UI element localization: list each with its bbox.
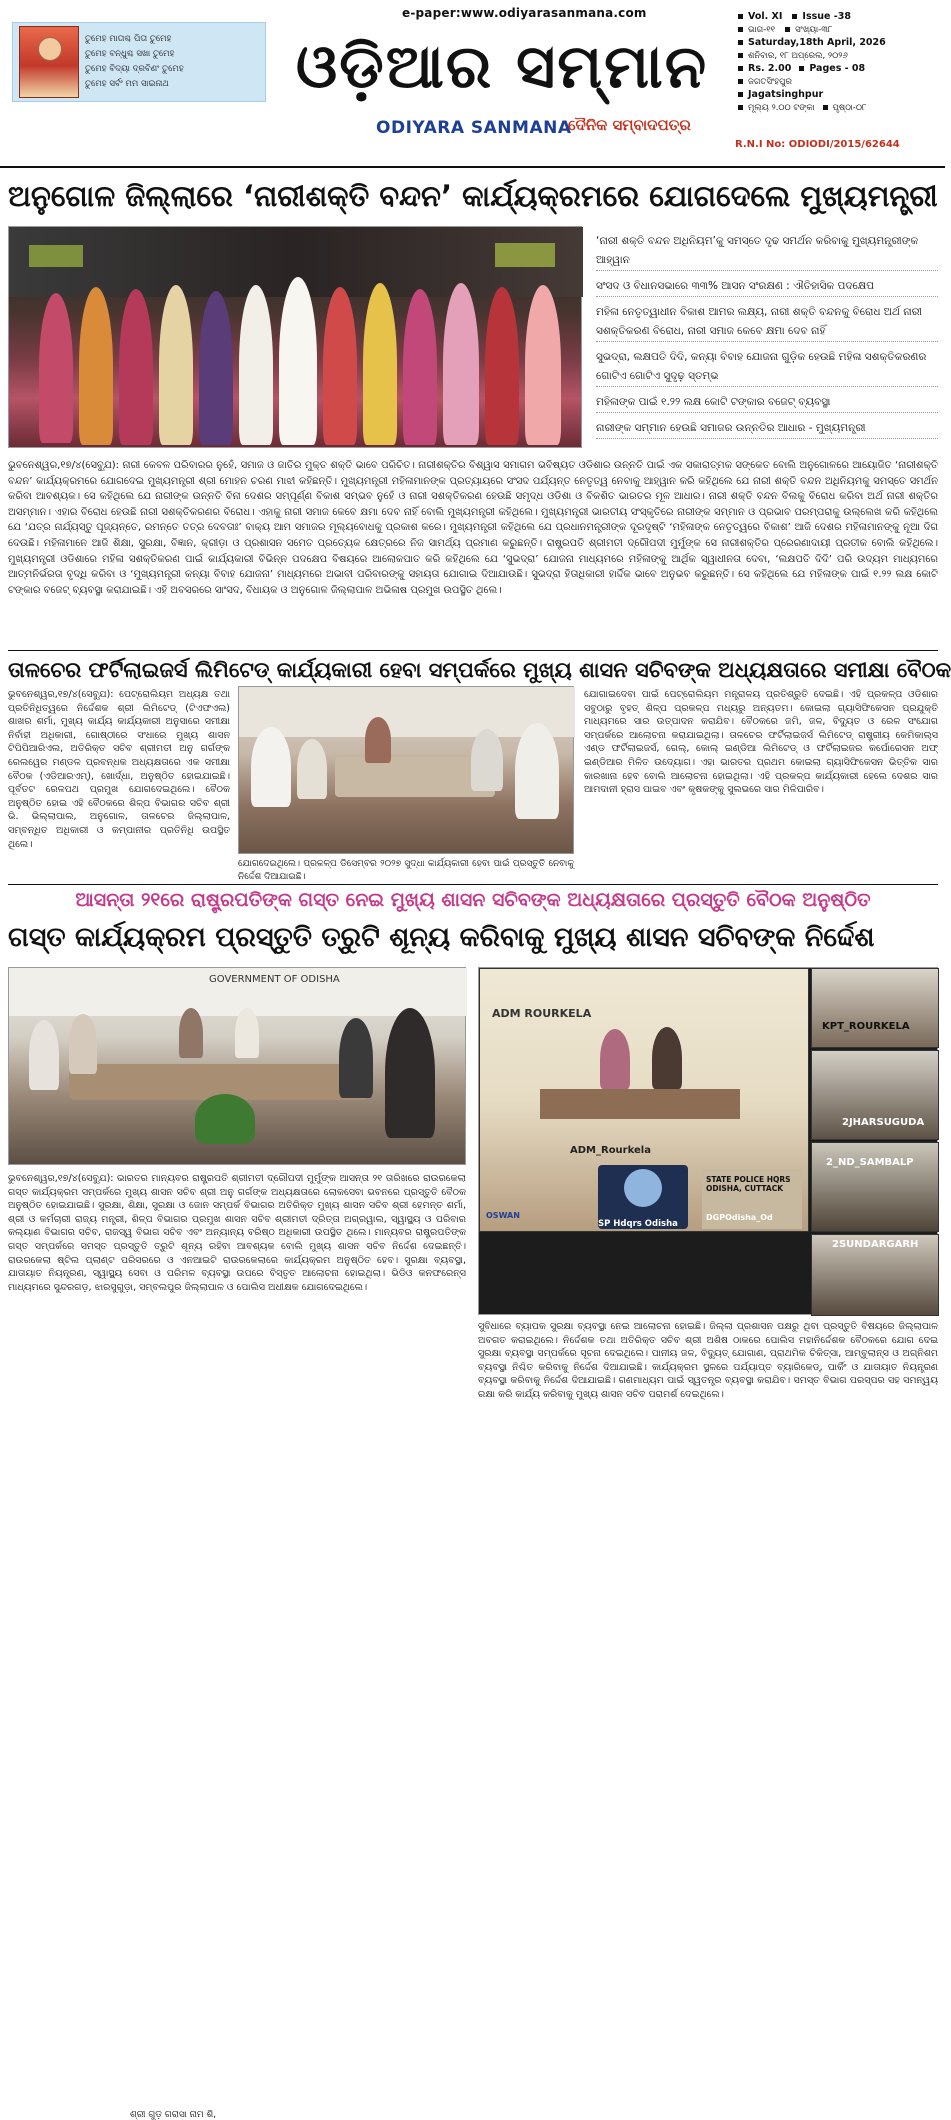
person — [365, 717, 391, 763]
story1-headline[interactable]: ଅନୁଗୋଳ ଜିଲ୍ଲାରେ ‘ନାରୀଶକ୍ତି ବନ୍ଦନ’ କାର୍ଯ୍ୟକ୍ରମରେ ଯୋଗଦେଲେ ମୁଖ୍ୟମନ୍ତ୍ରୀ — [8, 179, 938, 213]
person — [323, 287, 357, 445]
person — [385, 1008, 435, 1138]
vc-tile-label: 2SUNDARGARH — [832, 1239, 919, 1250]
person — [159, 285, 193, 445]
prayer-line: ତୁମେହ ସର୍ବଂ ମମ ସାଇନାଥ — [85, 79, 169, 89]
person — [485, 287, 519, 445]
person — [119, 289, 153, 445]
issue-date: Saturday,18th April, 2026 — [748, 37, 886, 48]
story2-column: ଯୋଗାଇଦେବା ପାଇଁ ପେଟ୍ରୋଲିୟମ ମନ୍ତ୍ରାଳୟ ପ୍ରତିଶ୍ରୁତି ଦେଇଛି। ଏହି ପ୍ରକଳ୍ପ ଓଡିଶାର ସବୁଠାରୁ ବୃହତ୍ ଶିଳ୍ପ ପ୍ରକଳ୍ପ ମଧ୍ୟରୁ ଅନ୍ୟତମ। କୋଇଲା ଗ୍ୟାସିଫିକେସନ ପ୍ରଯୁକ୍ତି ମାଧ୍ୟମରେ ସାର ଉତ୍ପାଦନ କରାଯିବ। ବୈଠକରେ ଜମି, ଜଳ, ବିଦ୍ୟୁତ ଓ ରେଳ ସଂଯୋଗ ସମ୍ପର୍କରେ ଆଲୋଚନା କରାଯାଇଥିଲା। ତାଳଚେର ଫର୍ଟିଲାଇଜର୍ସ ଲିମିଟେଡ୍ ରାଷ୍ଟ୍ରୀୟ କେମିକାଲ୍ସ ଏଣ୍ଡ ଫର୍ଟିଲାଇଜର୍ସ, ଗେଲ୍, କୋଲ୍ ଇଣ୍ଡିଆ ଲିମିଟେଡ୍ ଓ ଫର୍ଟିଲାଇଜର କର୍ପୋରେସନ ଅଫ୍ ଇଣ୍ଡିଆର ମିଳିତ ଉଦ୍ୟୋଗ। ଏହା ଭାରତର ପ୍ରଥମ କୋଇଲା ଗ୍ୟାସିଫିକେସନ ଭିତ୍ତିକ ସାର କାରଖାନା ହେବ ବୋଲି ଆଲୋଚନା ହୋଇଥିଲା। ଏହି ପ୍ରକଳ୍ପ କାର୍ଯ୍ୟକାରୀ ହେଲେ ଦେଶର ସାର ଆମଦାନୀ ହ୍ରାସ ପାଇବ ଏବଂ କୃଷକଙ୍କୁ ସୁଲଭରେ ସାର ମିଳିପାରିବ। — [584, 689, 938, 796]
banner-panel — [495, 243, 555, 267]
prayer-line: ତୁମେହ ବନ୍ଧୁଶ୍ଚ ସଖା ତୁମେହ — [85, 49, 175, 59]
issue-meta — [738, 10, 938, 114]
story3-column: ଭୁବନେଶ୍ୱର,୧୭/୪(ସେବ୍ଯୁ): ଭାରତର ମାନ୍ୟବର ରାଷ୍ଟ୍ରପତି ଶ୍ରୀମତୀ ଦ୍ରୌପଦୀ ମୁର୍ମୁଙ୍କ ଆସନ୍ତା ୨୧ ତାରିଖରେ ରାଉରକେଲା ଗସ୍ତ କାର୍ଯ୍ୟକ୍ରମ ସମ୍ପର୍କରେ ମୁଖ୍ୟ ଶାସନ ସଚିବ ଶ୍ରୀ ଅନୁ ଗର୍ଗଙ୍କ ଅଧ୍ୟକ୍ଷତାରେ ଲୋକସେବା ଭବନରେ ପ୍ରସ୍ତୁତି ବୈଠକ ଅନୁଷ୍ଠିତ ହୋଇଯାଇଛି। ସୁରକ୍ଷା, ଶିକ୍ଷା, ସୁରକ୍ଷା ଓ ଜୋନ ସମ୍ପର୍କ ବିଭାଗର ଅତିରିକ୍ତ ମୁଖ୍ୟ ଶାସନ ସଚିବ ଶ୍ରୀ ହେମନ୍ତ ଶର୍ମା, ଶ୍ରୀ ଓ କର୍ମଚାରୀ ରାଜ୍ୟ ମନ୍ତ୍ରୀ, ଶିଳ୍ପ ବିଭାଗର ପ୍ରମୁଖ ଶାସନ ସଚିବ ଶ୍ରୀମତୀ ଦ୍ରିତ୍ତା ଅଗ୍ରୱାଲ, ସ୍ୱାସ୍ଥ୍ୟ ଓ ପରିବାର କଲ୍ୟାଣ ବିଭାଗର ସଚିବ, ରାଜସ୍ୱ ବିଭାଗ ସଚିବ ଏବଂ ଅନ୍ୟାନ୍ୟ ବରିଷ୍ଠ ଅଧିକାରୀ ଉପସ୍ଥିତ ଥିଲେ। ମାନ୍ୟବର ରାଷ୍ଟ୍ରପତିଙ୍କ ଗସ୍ତ ସମ୍ପର୍କରେ ସମସ୍ତ ପ୍ରସ୍ତୁତି ତ୍ରୁଟି ଶୂନ୍ୟ ରହିବା ଆବଶ୍ୟକ ବୋଲି ମୁଖ୍ୟ ଶାସନ ସଚିବ ନିର୍ଦ୍ଦେଶ ଦେଇଛନ୍ତି। ରାଉରକେଲା ଷ୍ଟିଲ ପ୍ଲାଣ୍ଟ ପରିସରରେ ଓ ଏନଆଇଟି ରାଉରକେଲାରେ କାର୍ଯ୍ୟକ୍ରମ ଅନୁଷ୍ଠିତ ହେବ। ସୁରକ୍ଷା ବ୍ୟବସ୍ଥା, ଯାତାୟାତ ନିୟନ୍ତ୍ରଣ, ସ୍ୱାସ୍ଥ୍ୟ ସେବା ଓ ପରିମଳ ବ୍ୟବସ୍ଥା ଉପରେ ବିସ୍ତୃତ ଆଲୋଚନା ହୋଇଥିଲା। ଭିଡିଓ କନଫରେନ୍ସ ମାଧ୍ୟମରେ ସୁନ୍ଦରଗଡ଼, ଝାରସୁଗୁଡ଼ା, ସମ୍ବଲପୁର ଜିଲ୍ଲାପାଳ ଓ ପୋଲିସ ଅଧୀକ୍ଷକ ଯୋଗଦେଇଥିଲେ। — [8, 1173, 466, 1293]
vc-room-label: ADM ROURKELA — [492, 1007, 592, 1020]
vc-tile-label: KPT_ROURKELA — [822, 1021, 910, 1032]
price: Rs. 2.00 — [748, 63, 792, 74]
vc-tile-label: DGPOdisha_Od — [706, 1213, 773, 1222]
section-divider — [8, 884, 938, 885]
conference-table — [540, 1089, 740, 1119]
story3-column: ସୁବିଧାରେ ବ୍ୟାପକ ସୁରକ୍ଷା ବ୍ୟବସ୍ଥା ନେଇ ଆଲୋଚନା ହୋଇଛି। ଜିଲ୍ଲା ପ୍ରଶାସନ ପକ୍ଷରୁ ଥିବା ପ୍ରସ୍ତୁତି ବିଷୟରେ ଜିଲ୍ଲାପାଳ ଅବଗତ କରାଇଥିଲେ। ନିର୍ଦ୍ଦେଶକ ତଥା ଅତିରିକ୍ତ ସଚିବ ଶ୍ରୀ ଅଶିଷ ଠାକରେ ପୋଲିସ ମହାନିର୍ଦ୍ଦେଶକ ବୈଠକରେ ଯୋଗ ଦେଇ ସୁରକ୍ଷା ବ୍ୟବସ୍ଥା ସମ୍ପର୍କରେ ସୂଚନା ଦେଇଥିଲେ। ପାନୀୟ ଜଳ, ବିଦ୍ୟୁତ୍ ଯୋଗାଣ, ପ୍ରାଥମିକ ଚିକିତ୍ସା, ଆମ୍ବୁଲାନ୍ସ ଓ ଅଗ୍ନିଶମ ବ୍ୟବସ୍ଥା ନିଶ୍ଚିତ କରିବାକୁ ନିର୍ଦ୍ଦେଶ ଦିଆଯାଇଛି। କାର୍ଯ୍ୟକ୍ରମ ସ୍ଥଳରେ ପର୍ଯ୍ୟାପ୍ତ ବ୍ୟାରିକେଡ୍, ପାର୍କିଂ ଓ ଯାତାୟାତ ନିୟନ୍ତ୍ରଣ ବ୍ୟବସ୍ଥା କରିବାକୁ ନିର୍ଦ୍ଦେଶ ଦିଆଯାଇଛି। ଗଣମାଧ୍ୟମ ପାଇଁ ସ୍ୱତନ୍ତ୍ର ବ୍ୟବସ୍ଥା କରାଯିବ। ସମସ୍ତ ବିଭାଗ ପରସ୍ପର ସହ ସମନ୍ୱୟ ରକ୍ଷା କରି କାର୍ଯ୍ୟ କରିବାକୁ ମୁଖ୍ୟ ଶାସନ ସଚିବ ପରାମର୍ଶ ଦେଇଥିଲେ। — [478, 1321, 938, 1400]
story3-video-conference — [478, 967, 938, 1315]
city-od: ଜଗତସିଂହପୁର — [748, 76, 792, 87]
rni-number: R.N.I No: ODIODI/2015/62644 — [735, 139, 900, 150]
date-od-row — [738, 49, 938, 62]
person — [79, 287, 113, 445]
issue-date-od: ଶନିବାର, ୧୮ ଅପ୍ରେଲ, ୨୦୨୬ — [748, 50, 848, 61]
pages-od: ପୃଷ୍ଠା-୦୮ — [832, 102, 867, 113]
vc-tile-label: STATE POLICE HQRS ODISHA, CUTTACK — [706, 1175, 791, 1193]
vc-tile — [811, 1234, 939, 1316]
person — [39, 293, 73, 443]
section-divider — [8, 650, 938, 651]
story2-headline[interactable]: ତାଳଚେର ଫର୍ଟିଲାଇଜର୍ସ ଲିମିଟେଡ୍ କାର୍ଯ୍ୟକାରୀ ହେବା ସମ୍ପର୍କରେ ମୁଖ୍ୟ ଶାସନ ସଚିବଙ୍କ ଅଧ୍ୟକ୍ଷତାରେ ସମୀକ୍ଷା ବୈଠକ — [8, 658, 951, 682]
person — [652, 1027, 682, 1089]
story1-photo — [8, 226, 582, 448]
person — [297, 739, 327, 799]
story3-headline[interactable]: ଗସ୍ତ କାର୍ଯ୍ୟକ୍ରମ ପ୍ରସ୍ତୁତି ତ୍ରୁଟି ଶୂନ୍ୟ କରିବାକୁ ମୁଖ୍ୟ ଶାସନ ସଚିବଙ୍କ ନିର୍ଦ୍ଦେଶ — [8, 922, 875, 953]
person — [251, 727, 291, 807]
highlight-point: ସୁଭଦ୍ରା, ଲକ୍ଷପତି ଦିଦି, କନ୍ୟା ବିବାହ ଯୋଜନା ଗୁଡ଼ିକ ହେଉଛି ମହିଳା ସଶକ୍ତିକରଣର ଗୋଟିଏ ଗୋଟିଏ ସୁଦୃଢ଼ ସ୍ତମ୍ଭ — [596, 348, 938, 387]
highlight-point: ମହିଳାଙ୍କ ପାଇଁ ୧.୨୨ ଲକ୍ଷ କୋଟି ଟଙ୍କାର ବଜେଟ୍ ବ୍ୟବସ୍ଥା — [596, 393, 938, 413]
vol-issue-od-row — [738, 23, 938, 36]
highlight-point: ନାରୀଙ୍କ ସମ୍ମାନ ହେଉଛି ସମାଜର ଉନ୍ନତିର ଆଧାର - ମୁଖ୍ୟମନ୍ତ୍ରୀ — [596, 419, 938, 439]
person — [600, 1029, 630, 1089]
banner-panel — [29, 245, 83, 267]
vc-tile — [811, 968, 939, 1048]
newspaper-name-en: ODIYARA SANMANA — [376, 118, 572, 138]
person — [239, 285, 273, 445]
vc-tile-label: 2_ND_SAMBALP — [826, 1157, 914, 1168]
person — [279, 277, 317, 445]
vol-issue-row — [738, 10, 938, 23]
government-sign: GOVERNMENT OF ODISHA — [209, 974, 340, 985]
vc-tile — [811, 1050, 939, 1140]
highlight-point: ‘ନାରୀ ଶକ୍ତି ବନ୍ଦନ ଅଧିନିୟମ’କୁ ସମସ୍ତେ ଦୃଢ ସମର୍ଥନ କରିବାକୁ ମୁଖ୍ୟମନ୍ତ୍ରୀଙ୍କ ଆହ୍ୱାନ — [596, 232, 938, 271]
person — [69, 1014, 97, 1074]
prayer-line: ତୁମେହ ମାତାଶ୍ଚ ପିତା ତୁମେହ — [85, 34, 172, 44]
vc-main-tile — [479, 968, 809, 1232]
highlight-point: ମହିଳା ନେତୃତ୍ୱାଧୀନ ବିକାଶ ଆମର ଲକ୍ଷ୍ୟ, ନାରୀ ଶକ୍ତି ବନ୍ଦନକୁ ବିରୋଧ ଅର୍ଥ ନାରୀ ସଶକ୍ତିକରଣ ବିରୋଧ, ନାରୀ ସମାଜ କେବେ କ୍ଷମା ଦେବ ନାହିଁ — [596, 303, 938, 342]
plant — [195, 1094, 255, 1144]
vc-tile — [811, 1142, 939, 1232]
page-count: Pages - 08 — [809, 63, 866, 74]
vc-tile-label: ADM_Rourkela — [570, 1145, 651, 1156]
devotional-box — [12, 22, 266, 102]
story2-photo — [238, 686, 574, 854]
person — [471, 729, 503, 791]
oswan-logo: OSWAN — [486, 1211, 520, 1220]
photo-caption: ଶ୍ରୀ ଗୁଡ଼ ଗରାସା ନାମ ଶି, — [127, 2110, 219, 2120]
prayer-line: ତୁମେହ ବିଦ୍ୟା ଦ୍ରବିଣଂ ତୁମେହ — [85, 64, 184, 74]
sai-baba-portrait — [19, 26, 79, 98]
prayer-text — [79, 30, 265, 94]
person — [363, 283, 397, 445]
city-od-row — [738, 75, 938, 88]
police-hq-tile — [702, 1169, 802, 1229]
person — [515, 723, 559, 819]
vc-tile-label: 2JHARSUGUDA — [842, 1117, 925, 1128]
issue-number: Issue -38 — [802, 11, 851, 22]
newspaper-tagline: ଦୈନିକ ସମ୍ବାଦପତ୍ର — [568, 116, 691, 134]
person — [339, 1018, 373, 1098]
person — [443, 283, 479, 445]
volume: Vol. XI — [748, 11, 783, 22]
vc-tile-label: SP Hdqrs Odisha — [598, 1219, 678, 1229]
price-od: ମୂଲ୍ୟ ୨.୦୦ ଟଙ୍କା — [748, 102, 815, 113]
person — [403, 289, 437, 445]
person — [29, 1020, 59, 1090]
price-od-row — [738, 101, 938, 114]
newspaper-title: ଓଡ଼ିଆର ସମ୍ମାନ — [295, 32, 709, 102]
city-row — [738, 88, 938, 101]
story2-column: ଭୁବନେଶ୍ୱର,୧୭/୪(ସେବ୍ଯୁ): ପେଟ୍ରୋଲିୟମ ଅଧ୍ୟକ୍ଷ ତଥା ପ୍ରତିନିଧିତ୍ୱରେ ନିର୍ଦ୍ଦେଶକ ଶ୍ରୀ ଲିମିଟେଡ୍ (ଟିଏଫଏଲ) ଶାଖର ଶର୍ମା, ମୁଖ୍ୟ କାର୍ଯ୍ୟ କାର୍ଯ୍ୟକାରୀ ଅନୁସାରେ ସମୀକ୍ଷା ନିର୍ବାହୀ ଅଧିକାରୀ, ଗୋଷ୍ଠୀରେ ସଂଧାରେ ମୁଖ୍ୟ ଶାସନ ଟିପିପିଆରିଏଲ, ଅତିରିକ୍ତ ସଚିବ ଶ୍ରୀମତୀ ଅନୁ ଗର୍ଗଙ୍କ ରେଲୱେର ମଣ୍ଡଳ ପ୍ରବନ୍ଧକ ଅଧ୍ୟକ୍ଷତାରେ ଏକ ସମୀକ୍ଷା ବୈଠକ (ଏଡିଆରଏମ୍), ଖୋର୍ଦ୍ଧା, ଅନୁଷ୍ଠିତ ହୋଇଯାଇଛି। ପୂର୍ବତଟ ରେଳପଥ ପ୍ରମୁଖ ଯୋଗଦେଇଥିଲେ। ବୈଠକ ଅନୁଷ୍ଠିତ ହୋଇ ଏହି ବୈଠକରେ ଶିଳ୍ପ ବିଭାଗର ସଚିବ ଶ୍ରୀ ଭି. ଭିଲ୍ଲାପାଲ, ଅନୁଗୋଳ, ତାଳଚେର ଜିଲ୍ଲାପାଳ, ସମ୍ବନ୍ଧିତ ଅଧିକାରୀ ଓ କମ୍ପାନୀର ପ୍ରତିନିଧି ଉପସ୍ଥିତ ଥିଲେ। — [8, 689, 230, 850]
story3-kicker[interactable]: ଆସନ୍ତା ୨୧ରେ ରାଷ୍ଟ୍ରପତିଙ୍କ ଗସ୍ତ ନେଇ ମୁଖ୍ୟ ଶାସନ ସଚିବଙ୍କ ଅଧ୍ୟକ୍ଷତାରେ ପ୍ରସ୍ତୁତି ବୈଠକ ଅନୁଷ୍ଠିତ — [75, 889, 871, 911]
person — [179, 1008, 203, 1058]
story1-body: ଭୁବନେଶ୍ୱର,୧୭/୪(ସେବ୍ଯୁ): ନାରୀ କେବଳ ପରିବାରର ନୁହେଁ, ସମାଜ ଓ ଜାତିର ମୁକ୍ତ ଶକ୍ତି ଭାବେ ପରିଚିତ। ନାରୀଶକ୍ତିର ବିଶ୍ୱାସ ସମାଗମ ଭବିଷ୍ୟତ ଓଡିଶାର ଉନ୍ନତି ପାଇଁ ଏକ ସକାରାତ୍ମକ ସଙ୍କେତ ବୋଲି ଅନୁଗୋଳରେ ଆୟୋଜିତ ‘ନାରୀଶକ୍ତି ବନ୍ଦନ’ କାର୍ଯ୍ୟକ୍ରମରେ ଯୋଗଦେଇ ମୁଖ୍ୟମନ୍ତ୍ରୀ ଶ୍ରୀ ମୋହନ ଚରଣ ମାଝୀ କହିଛନ୍ତି। ମୁଖ୍ୟମନ୍ତ୍ରୀ ମହିଳାମାନଙ୍କ ପ୍ରତ୍ୟାୟରେ ସଂସଦ ପର୍ଯ୍ୟନ୍ତ ନେତୃତ୍ୱ ନେବାକୁ ଆହ୍ୱାନ କରି କହିଥିଲେ ଯେ ନାରୀ ଶକ୍ତି ବନ୍ଦନ ଅଧିନିୟମକୁ ସମସ୍ତେ ସମର୍ଥନ କରିବା ଆବଶ୍ୟକ। ସେ କହିଥିଲେ ଯେ ନାରୀଙ୍କ ଉନ୍ନତି ବିନା ଦେଶର ସମ୍ପୂର୍ଣ୍ଣ ବିକାଶ ସମ୍ଭବ ନୁହେଁ ଓ ନାରୀ ସଶକ୍ତିକରଣ ହେଉଛି ସମୃଦ୍ଧ ଓଡିଶା ଓ ବିକଶିତ ଭାରତର ମୂଳ ଆଧାର। ନାରୀ ଶକ୍ତି ବନ୍ଦନ ବିଲକୁ ବିରୋଧ କରିବା ଅର୍ଥ ନାରୀ ଶକ୍ତିର ଅସମ୍ମାନ। ଏହାର ବିରୋଧ ହେଉଛି ନାରୀ ସଶକ୍ତିକରଣର ବିରୋଧ। ଏହାକୁ ନାରୀ ସମାଜ କେବେ କ୍ଷମା ଦେବ ନାହିଁ ବୋଲି ମୁଖ୍ୟମନ୍ତ୍ରୀ କହିଥିଲେ। ମୁଖ୍ୟମନ୍ତ୍ରୀ ଭାରତୀୟ ସଂସ୍କୃତିରେ ନାରୀଙ୍କ ସମ୍ମାନ ଓ ପ୍ରଭାବ ପରମ୍ପରାକୁ ଉଲ୍ଲେଖ କରି କହିଥିଲେ ଯେ ‘ଯତ୍ର ନାର୍ଯ୍ୟସ୍ତୁ ପୂଜ୍ୟନ୍ତେ, ରମନ୍ତେ ତତ୍ର ଦେବତାଃ’ ବାକ୍ୟ ଆମ ସମାଜର ମୂଲ୍ୟବୋଧକୁ ପ୍ରକାଶ କରେ। ମୁଖ୍ୟମନ୍ତ୍ରୀ କହିଥିଲେ ଯେ ପ୍ରଧାନମନ୍ତ୍ରୀଙ୍କ ଦୂରଦୃଷ୍ଟି ‘ମହିଳାଙ୍କ ନେତୃତ୍ୱରେ ବିକାଶ’ ଆଜି ଦେଶର ମହିଳାମାନଙ୍କୁ ନୂଆ ଦିଗ ଦେଉଛି। ମହିଳାମାନେ ଆଜି ଶିକ୍ଷା, ସୁରକ୍ଷା, ବିଜ୍ଞାନ, କ୍ରୀଡ଼ା ଓ ପ୍ରଶାସନ ସମେତ ପ୍ରତ୍ୟେକ କ୍ଷେତ୍ରରେ ନିଜ ସାମର୍ଥ୍ୟ ପ୍ରମାଣ କରୁଛନ୍ତି। ରାଷ୍ଟ୍ରପତି ଶ୍ରୀମତୀ ଦ୍ରୌପଦୀ ମୁର୍ମୁଙ୍କ ସେ ନାରୀଶକ୍ତିର ପ୍ରେରଣାଦାୟୀ ପ୍ରତୀକ ବୋଲି କହିଥିଲେ। ମୁଖ୍ୟମନ୍ତ୍ରୀ ଓଡିଶାରେ ମହିଳା ସଶକ୍ତିକରଣ ପାଇଁ କାର୍ଯ୍ୟକାରୀ ବିଭିନ୍ନ ପଦକ୍ଷେପ ବିଷୟରେ ଆଲୋକପାତ କରି କହିଥିଲେ ଯେ ‘ସୁଭଦ୍ରା’ ଯୋଜନା ମାଧ୍ୟମରେ ମହିଳାଙ୍କୁ ଆର୍ଥିକ ସ୍ୱାଧୀନତା ଦେବା, ‘ଲକ୍ଷପତି ଦିଦି’ ପରି ଉଦ୍ୟମ ମାଧ୍ୟମରେ ଆତ୍ମନିର୍ଭରତା ବୃଦ୍ଧି କରିବା ଓ ‘ମୁଖ୍ୟମନ୍ତ୍ରୀ କନ୍ୟା ବିବାହ ଯୋଜନା’ ମାଧ୍ୟମରେ ଅଭାବୀ ପରିବାରଙ୍କୁ ସହାୟତା ଯୋଗାଇ ଦିଆଯାଉଛି। ସୁଭଦ୍ରା ହିତାଧିକାରୀ ହାର୍ଦ୍ଦିକ ଭାବେ ଅନୁଭବ କରୁଛନ୍ତି। ସେ କହିଥିଲେ ଯେ ମହିଳାଙ୍କ ପାଇଁ ୧.୨୨ ଲକ୍ଷ କୋଟି ଟଙ୍କାର ବଜେଟ୍ ବ୍ୟବସ୍ଥା କରାଯାଇଛି। ଏହି ଅବସରରେ ସାଂସଦ, ବିଧାୟକ ଓ ଅନୁଗୋଳ ଜିଲ୍ଲାପାଳ ଅଭିଳାଷ ପ୍ରମୁଖ ଉପସ୍ଥିତ ଥିଲେ। — [8, 460, 938, 596]
date-row — [738, 36, 938, 49]
person — [235, 1008, 259, 1058]
price-row — [738, 62, 938, 75]
person — [525, 285, 561, 445]
city: Jagatsinghpur — [748, 89, 824, 100]
highlight-point: ସଂସଦ ଓ ବିଧାନସଭାରେ ୩୩% ଆସନ ସଂରକ୍ଷଣ : ଐତିହାସିକ ପଦକ୍ଷେପ — [596, 277, 938, 297]
story2-column: ଯୋଗଦେଇଥିଲେ। ପ୍ରକଳ୍ପ ଡିସେମ୍ବର ୨୦୨୭ ସୁଦ୍ଧା କାର୍ଯ୍ୟକାରୀ ହେବା ପାଇଁ ପ୍ରସ୍ତୁତି ନେବାକୁ ନିର୍ଦ୍ଦେଶ ଦିଆଯାଇଛି। — [238, 859, 574, 882]
story1-highlights — [596, 232, 938, 445]
masthead-rule — [0, 166, 945, 168]
issue-od: ସଂଖ୍ୟା-୩୮ — [795, 24, 833, 35]
volume-od: ଭାଗ-୧୧ — [748, 24, 776, 35]
epaper-url[interactable]: e-paper:www.odiyarasanmana.com — [402, 6, 647, 20]
avatar-icon — [624, 1169, 662, 1207]
person — [199, 291, 233, 445]
masthead — [0, 0, 945, 168]
